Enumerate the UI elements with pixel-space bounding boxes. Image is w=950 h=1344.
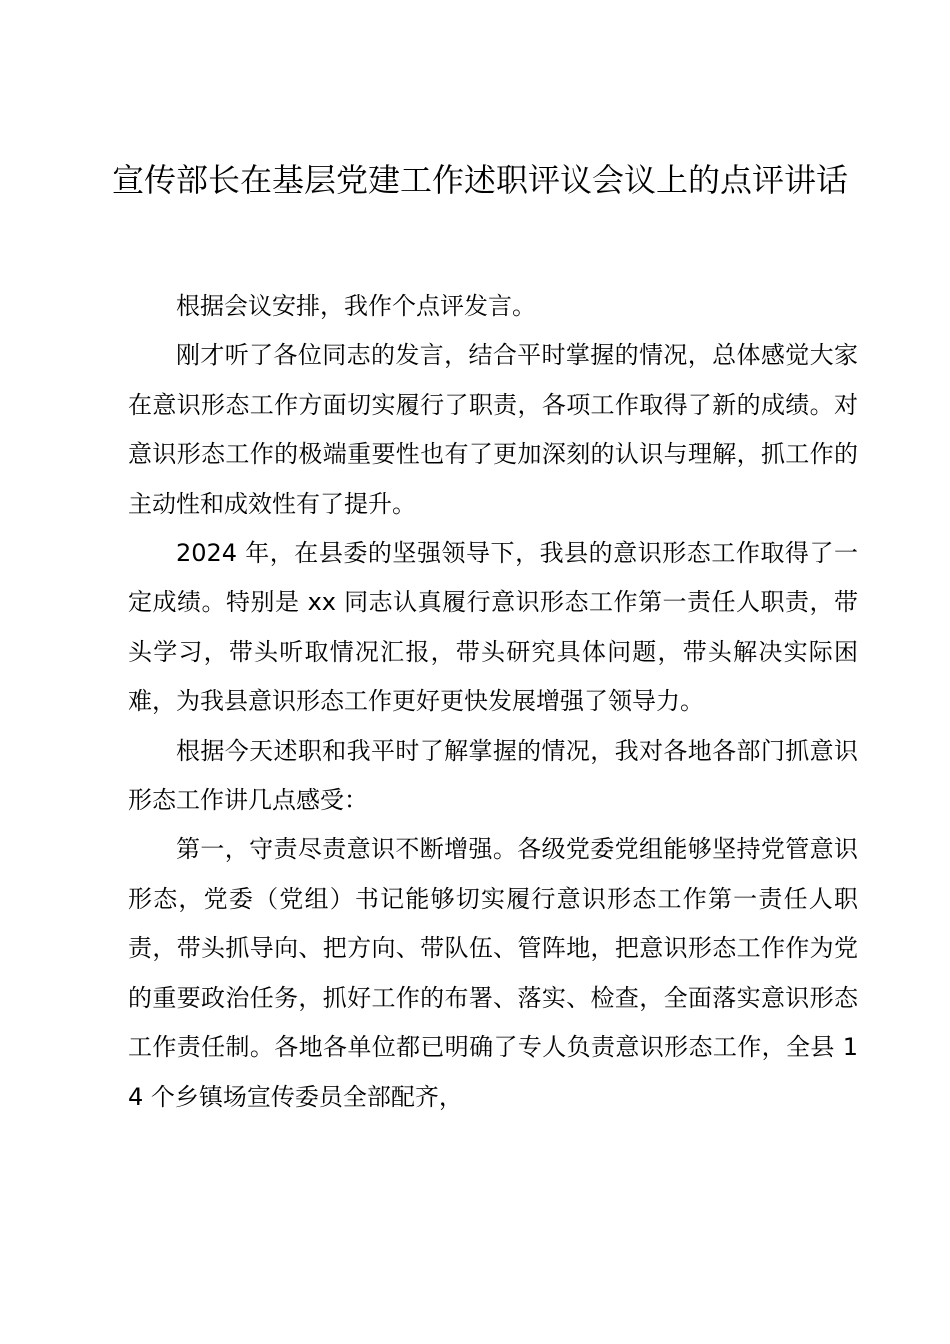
paragraph-4: 根据今天述职和我平时了解掌握的情况，我对各地各部门抓意识形态工作讲几点感受： — [128, 736, 858, 815]
paragraph-5: 第一，守责尽责意识不断增强。各级党委党组能够坚持党管意识形态，党委（党组）书记能够切实履行意识形态工作第一责任人职责，带头抓导向、把方向、带队伍、管阵地，把意识形态工作作为党的重要政治任务，抓好工作的布署、落实、检查，全面落实意识形态工作责任制。各地各单位都已明确了专人负责意识形态工作，全县 14 个乡镇场宣传委员全部配齐， — [128, 835, 858, 1111]
paragraph-1: 根据会议安排，我作个点评发言。 — [176, 292, 536, 320]
document-body — [128, 282, 858, 1122]
paragraph-2: 刚才听了各位同志的发言，结合平时掌握的情况，总体感觉大家在意识形态工作方面切实履行了职责，各项工作取得了新的成绩。对意识形态工作的极端重要性也有了更加深刻的认识与理解，抓工作的主动性和成效性有了提升。 — [128, 341, 858, 518]
document-title: 宣传部长在基层党建工作述职评议会议上的点评讲话 — [111, 161, 848, 199]
paragraph-3: 2024 年，在县委的坚强领导下，我县的意识形态工作取得了一定成绩。特别是 xx 同志认真履行意识形态工作第一责任人职责，带头学习，带头听取情况汇报，带头研究具体问题，带头解决实际困难，为我县意识形态工作更好更快发展增强了领导力。 — [128, 539, 858, 716]
